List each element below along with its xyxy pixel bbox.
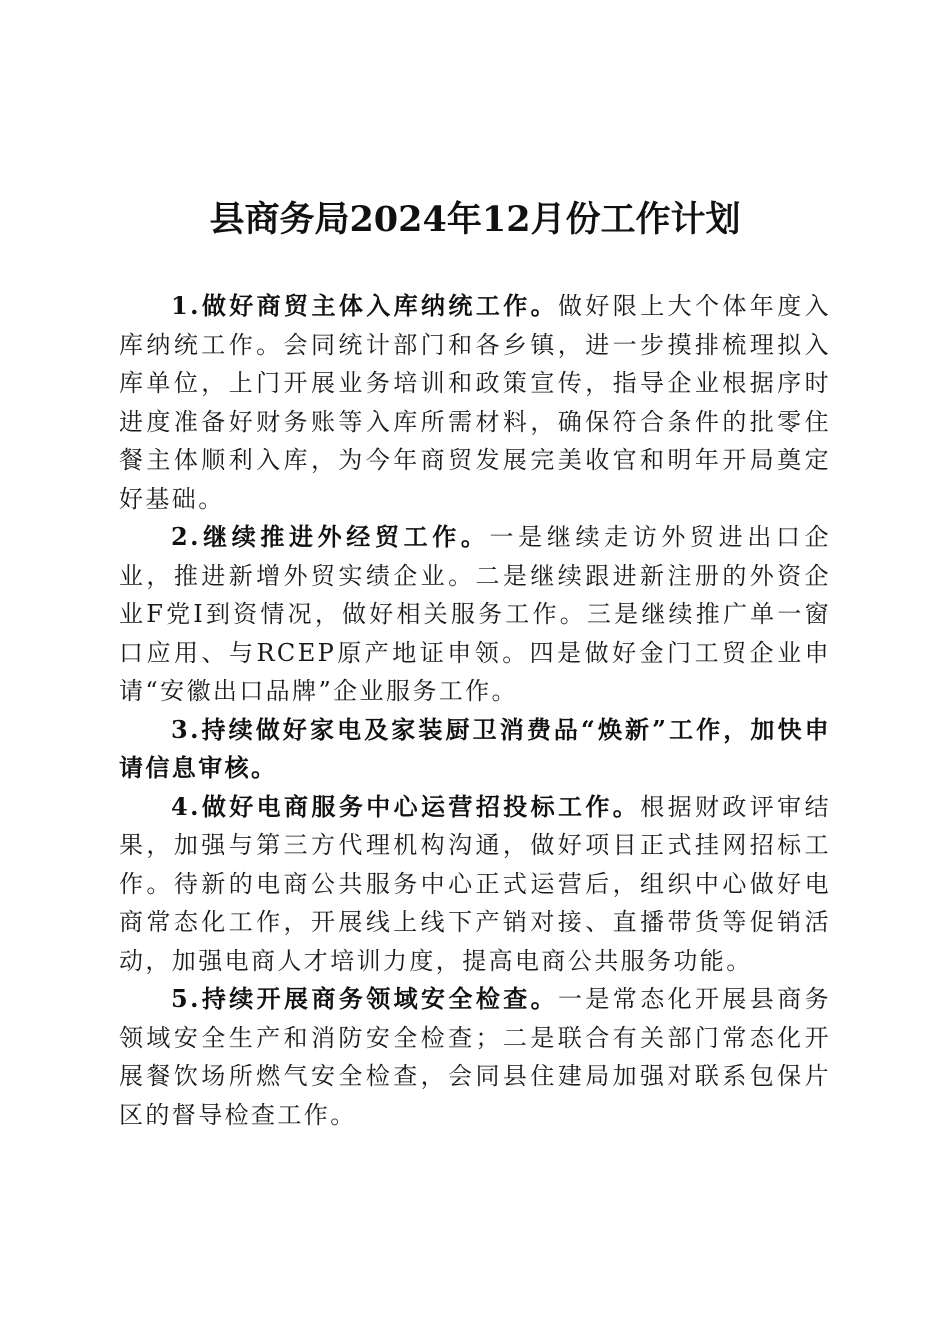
paragraph-heading: 5.持续开展商务领域安全检查。: [171, 984, 559, 1013]
paragraph-2: [119, 518, 831, 711]
paragraph-heading: 3.持续做好家电及家装厨卫消费品“焕新”工作，加快申请信息审核。: [119, 714, 831, 782]
paragraph-content: 一是常态化开展县商务领域安全生产和消防安全检查；二是联合有关部门常态化开展餐饮场所燃气安全检查，会同县住建局加强对联系包保片区的督导检查工作。: [119, 985, 831, 1129]
paragraph-heading: 1.做好商贸主体入库纳统工作。: [171, 291, 559, 320]
paragraph-content: 一是继续走访外贸进出口企业，推进新增外贸实绩企业。二是继续跟进新注册的外资企业F党I到资情况，做好相关服务工作。三是继续推广单一窗口应用、与RCEP原产地证申领。四是做好金门工贸企业申请“安徽出口品牌”企业服务工作。: [119, 523, 831, 705]
paragraph-5: [119, 980, 831, 1134]
paragraph-1: [119, 287, 831, 518]
paragraph-4: [119, 788, 831, 981]
paragraph-content: 根据财政评审结果，加强与第三方代理机构沟通，做好项目正式挂网招标工作。待新的电商公共服务中心正式运营后，组织中心做好电商常态化工作，开展线上线下产销对接、直播带货等促销活动，加强电商人才培训力度，提高电商公共服务功能。: [119, 792, 831, 975]
paragraph-heading: 4.做好电商服务中心运营招投标工作。: [171, 791, 641, 821]
paragraph-heading: 2.继续推进外经贸工作。: [171, 522, 490, 551]
paragraph-3: [119, 711, 831, 788]
paragraph-content: 做好限上大个体年度入库纳统工作。会同统计部门和各乡镇，进一步摸排梳理拟入库单位，上门开展业务培训和政策宣传，指导企业根据序时进度准备好财务账等入库所需材料，确保符合条件的批零住餐主体顺利入库，为今年商贸发展完美收官和明年开局奠定好基础。: [119, 292, 831, 513]
document-body: [119, 287, 831, 1134]
document-title: 县商务局2024年12月份工作计划: [209, 199, 741, 240]
